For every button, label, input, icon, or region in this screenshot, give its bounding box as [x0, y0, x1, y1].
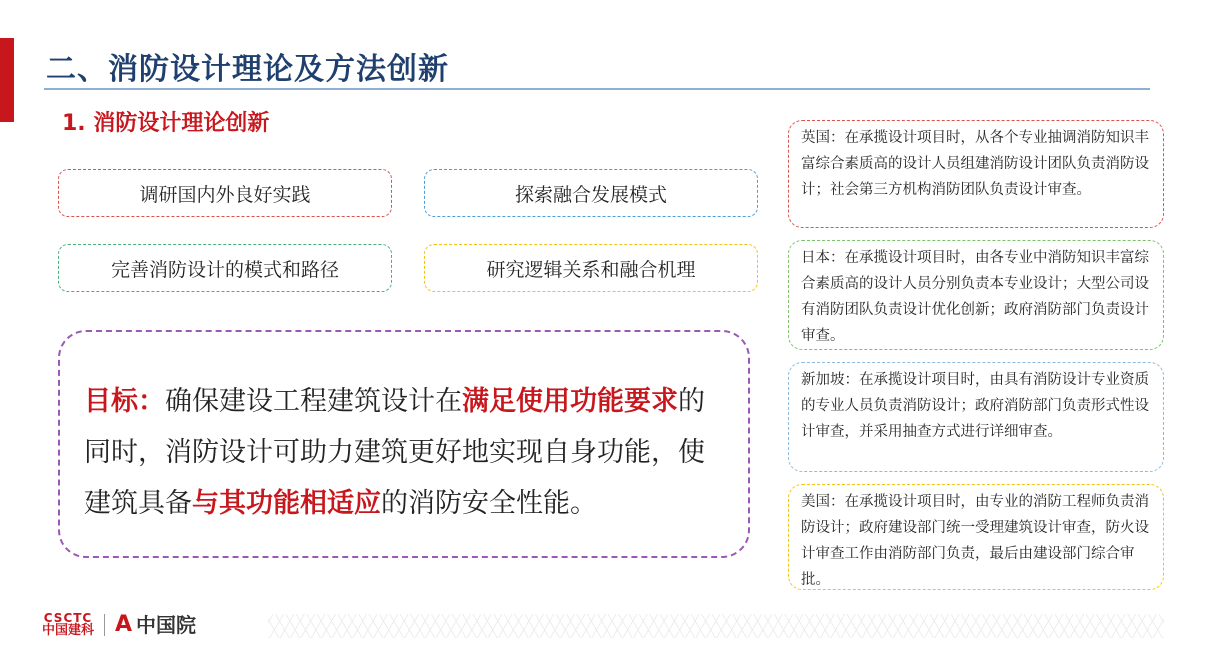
pill-explore-model: 探索融合发展模式: [424, 169, 758, 217]
goal-highlight-2: 与其功能相适应: [192, 488, 381, 519]
goal-text-2: 的同时，消防设计可助力建筑更好地实现自身功能，使建筑具备: [84, 386, 705, 519]
title-divider: [44, 88, 1150, 90]
goal-label: 目标：: [84, 386, 165, 417]
country-usa-box: 美国：在承揽设计项目时，由专业的消防工程师负责消防设计；政府建设部门统一受理建筑设计审查，防火设计审查工作由消防部门负责，最后由建设部门综合审批。: [788, 484, 1164, 590]
goal-highlight-1: 满足使用功能要求: [462, 386, 678, 417]
slide-title: 二、消防设计理论及方法创新: [46, 52, 449, 87]
cadg-logo-text: 中国院: [136, 613, 197, 637]
section-subtitle: 1. 消防设计理论创新: [62, 111, 270, 136]
footer-pattern: [268, 614, 1164, 638]
pill-research-practice: 调研国内外良好实践: [58, 169, 392, 217]
country-singapore-box: 新加坡：在承揽设计项目时，由具有消防设计专业资质的专业人员负责消防设计；政府消防部门负责形式性设计审查，并采用抽查方式进行详细审查。: [788, 362, 1164, 472]
accent-bar: [0, 38, 14, 122]
cscec-logo-text: 中国建科: [42, 623, 95, 638]
logo-divider: [104, 614, 105, 636]
goal-box: [58, 330, 750, 558]
goal-text-3: 的消防安全性能。: [381, 488, 597, 519]
country-uk-box: 英国：在承揽设计项目时，从各个专业抽调消防知识丰富综合素质高的设计人员组建消防设计团队负责消防设计；社会第三方机构消防团队负责设计审查。: [788, 120, 1164, 228]
cscec-logo: [42, 612, 94, 638]
cadg-logo: [115, 614, 196, 636]
pill-improve-path: 完善消防设计的模式和路径: [58, 244, 392, 292]
cscec-logo-mark: CSCTC: [43, 611, 93, 625]
pill-study-mechanism: 研究逻辑关系和融合机理: [424, 244, 758, 292]
footer-logos: [42, 610, 196, 640]
country-japan-box: 日本：在承揽设计项目时，由各专业中消防知识丰富综合素质高的设计人员分别负责本专业设计；大型公司设有消防团队负责设计优化创新；政府消防部门负责设计审查。: [788, 240, 1164, 350]
goal-text-1: 确保建设工程建筑设计在: [165, 386, 462, 417]
cadg-logo-icon: A: [115, 612, 133, 637]
